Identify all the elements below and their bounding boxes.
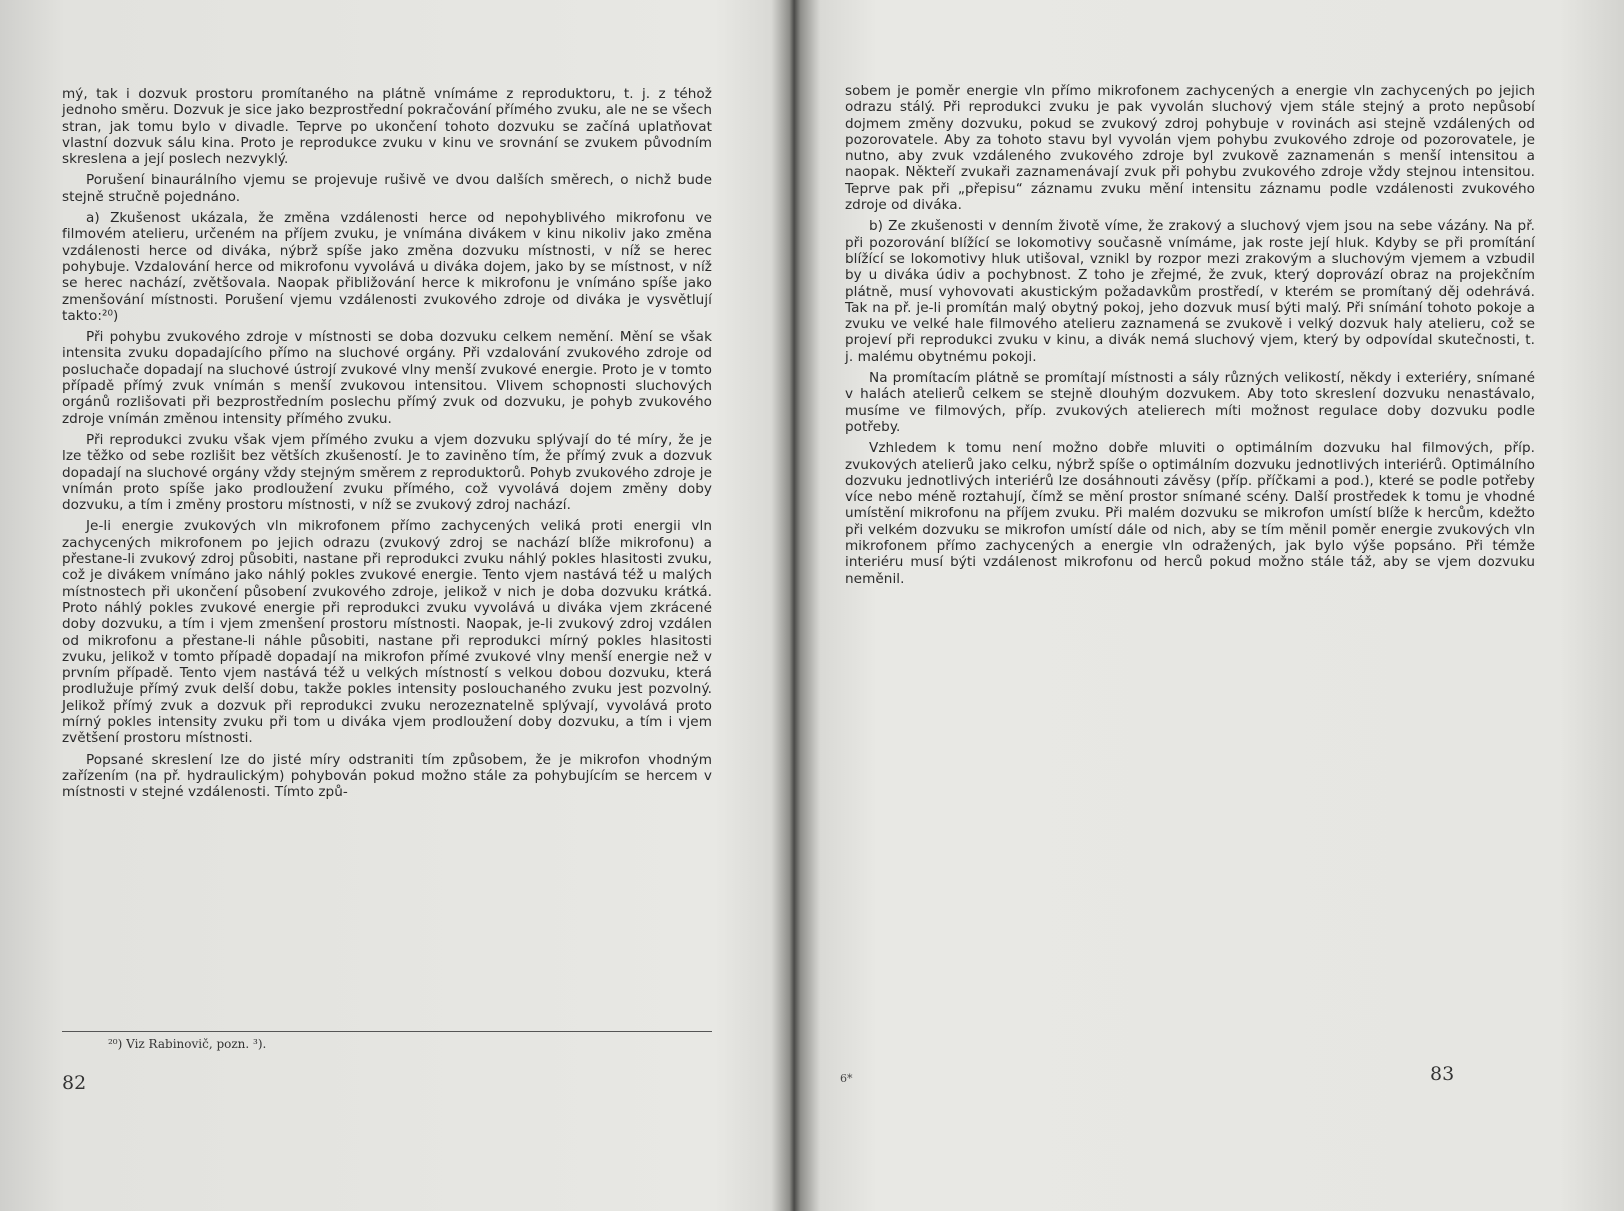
right-page-text [845,83,1535,587]
paragraph: Při reprodukci zvuku však vjem přímého zvuku a vjem dozvuku splývají do té míry, že je lze těžko od sebe rozlišit bez větších zkušeností. Je to zaviněno tím, že přímý zvuk a dozvuk dopadají na sluchové orgány vždy stejným směrem z reproduktorů. Pohyb zvukového zdroje je vnímán proto spíše jako prodloužení zvuku přímého, což vyvolává dojem změny doby dozvuku, a tím i změny prostoru místnosti, v níž se zvukový zdroj nachází. [62,431,712,514]
left-page [0,0,790,1211]
paragraph: Je-li energie zvukových vln mikrofonem přímo zachycených veliká proti energii vln zachycených mikrofonem po jejich odrazu (zvukový zdroj se nachází blíže mikrofonu) a přestane-li zvukový zdroj působiti, nastane při reprodukci zvuku náhlý pokles hlasitosti zvuku, což je divákem vnímáno jako náhlý pokles zvukové energie. Tento vjem nastává též u malých místnostech při ukončení působení zvukového zdroje, jelikož v nich je doba dozvuku krátká. Proto náhlý pokles zvukové energie při reprodukci zvuku vyvolává u diváka vjem zkrácené doby dozvuku, a tím i vjem zmenšení prostoru místnosti. Naopak, je-li zvukový zdroj vzdálen od mikrofonu a přestane-li náhle působiti, nastane při reprodukci mírný pokles hlasitosti zvuku, jelikož v tomto případě dopadají na mikrofon přímé zvukové vlny menší energie než v prvním případě. Tento vjem nastává též u velkých místností s velkou dobou dozvuku, která prodlužuje přímý zvuk delší dobu, takže pokles intensity poslouchaného zvuku jest pozvolný. Jelikož přímý zvuk a dozvuk při reprodukci zvuku nerozeznatelně splývají, vyvolává proto mírný pokles intensity zvuku při tom u diváka vjem prodloužení doby dozvuku, a tím i vjem zvětšení prostoru místnosti. [62,518,712,747]
paragraph: Popsané skreslení lze do jisté míry odstraniti tím způsobem, že je mikrofon vhodným zařízením (na př. hydraulickým) pohybován pokud možno stále za pohybujícím se hercem v místnosti v stejné vzdálenosti. Tímto způ- [62,751,712,801]
footnote-divider [62,1031,712,1032]
paragraph: b) Ze zkušenosti v denním životě víme, že zrakový a sluchový vjem jsou na sebe vázány. Na př. při pozorování blížící se lokomotivy současně vnímáme, jak roste její hluk. Kdyby se při promítání blížící se lokomotivy hluk utišoval, vznikl by rozpor mezi zrakovým a sluchovým vjemem a vzbudil by u diváka údiv a pochybnost. Z toho je zřejmé, že zvuk, který doprovází obraz na projekčním plátně, musí vyhovovati akustickým požadavkům prostředí, v kterém se promítaný děj odehrává. Tak na př. je-li promítán malý obytný pokoj, jeho dozvuk musí býti malý. Při snímání tohoto pokoje a zvuku ve velké hale filmového atelieru zaznamená se zvukově i velký dozvuk haly atelieru, což se projeví při reprodukci zvuku v kinu, a divák nemá sluchový vjem, který by odpovídal skutečnosti, t. j. malému obytnému pokoji. [845,218,1535,365]
paragraph: sobem je poměr energie vln přímo mikrofonem zachycených a energie vln zachycených po jejich odrazu stálý. Při reprodukci zvuku je pak vyvolán sluchový vjem stále stejný a proto nepůsobí dojmem změny dozvuku, pokud se zvukový zdroj pohybuje v rovinách asi stejně vzdálených od pozorovatele. Aby za tohoto stavu byl vyvolán vjem pohybu zvukového zdroje od pozorovatele, je nutno, aby zvuk vzdáleného zvukového zdroje byl zvukově zaznamenán s menší intensitou a naopak. Někteří zvukaři zaznamenávají zvuk při pohybu zvukového zdroje vždy stejnou intensitou. Teprve pak při „přepisu“ záznamu zvuku mění intensitu záznamu podle vzdálenosti zvukového zdroje od diváka. [845,83,1535,214]
footnote: ²⁰) Viz Rabinovič, pozn. ³). [108,1037,267,1051]
right-page [790,0,1624,1211]
paragraph: Při pohybu zvukového zdroje v místnosti se doba dozvuku celkem nemění. Mění se však intensita zvuku dopadajícího přímo na sluchové orgány. Při vzdalování zvukového zdroje od posluchače dopadají na sluchové ústrojí zvukové vlny menší zvukové energie. Proto je v tomto případě přímý zvuk vnímán s menší zvukovou intensitou. Vlivem schopnosti sluchových orgánů rozlišovati při bezprostředním poslechu přímý zvuk od dozvuku, je pohyb zvukového zdroje vnímán změnou intensity přímého zvuku. [62,329,712,427]
signature-mark: 6* [840,1072,853,1085]
left-page-text [62,86,712,800]
page-number: 82 [62,1072,87,1094]
paragraph: Na promítacím plátně se promítají místnosti a sály různých velikostí, někdy i exteriéry, snímané v halách atelierů celkem se stejně dlouhým dozvukem. Aby toto skreslení dozvuku nenastávalo, musíme ve filmových, příp. zvukových atelierech míti možnost regulace doby dozvuku podle potřeby. [845,370,1535,435]
paragraph: mý, tak i dozvuk prostoru promítaného na plátně vnímáme z reproduktoru, t. j. z téhož jednoho směru. Dozvuk je sice jako bezprostřední pokračování přímého zvuku, ale ne se všech stran, jak tomu bylo v divadle. Teprve po ukončení tohoto dozvuku se začíná uplatňovat vlastní dozvuk sálu kina. Proto je reprodukce zvuku v kinu ve srovnání se zvukem původním skreslena a její poslech nezvyklý. [62,86,712,168]
paragraph: Porušení binaurálního vjemu se projevuje rušivě ve dvou dalších směrech, o nichž bude stejně stručně pojednáno. [62,172,712,205]
paragraph: a) Zkušenost ukázala, že změna vzdálenosti herce od nepohyblivého mikrofonu ve filmovém atelieru, určeném na příjem zvuku, je vnímána divákem v kinu nikoliv jako změna vzdálenosti herce od diváka, nýbrž spíše jako změna dozvuku místnosti, v níž se herec pohybuje. Vzdalování herce od mikrofonu vyvolává u diváka dojem, jako by se místnost, v níž se herec nachází, zvětšovala. Naopak přibližování herce k mikrofonu je vnímáno spíše jako zmenšování místnosti. Porušení vjemu vzdálenosti zvukového zdroje od diváka je vysvětlují takto:²⁰) [62,210,712,324]
paragraph: Vzhledem k tomu není možno dobře mluviti o optimálním dozvuku hal filmových, příp. zvukových atelierů jako celku, nýbrž spíše o optimálním dozvuku jednotlivých interiérů. Optimálního dozvuku jednotlivých interiérů lze dosáhnouti závěsy (příp. příčkami a pod.), které se podle potřeby více nebo méně roztahují, čímž se mění prostor snímané scény. Další prostředek k tomu je vhodné umístění mikrofonu na příjem zvuku. Při malém dozvuku se mikrofon umístí blíže k hercům, kdežto při velkém dozvuku se mikrofon umístí dále od nich, aby se tím měnil poměr energie zvukových vln mikrofonem přímo zachycených a energie vln odražených, jak bylo výše popsáno. Při témže interiéru musí býti vzdálenost mikrofonu od herců pokud možno stále táž, aby se vjem dozvuku neměnil. [845,440,1535,587]
page-number: 83 [1430,1063,1455,1085]
